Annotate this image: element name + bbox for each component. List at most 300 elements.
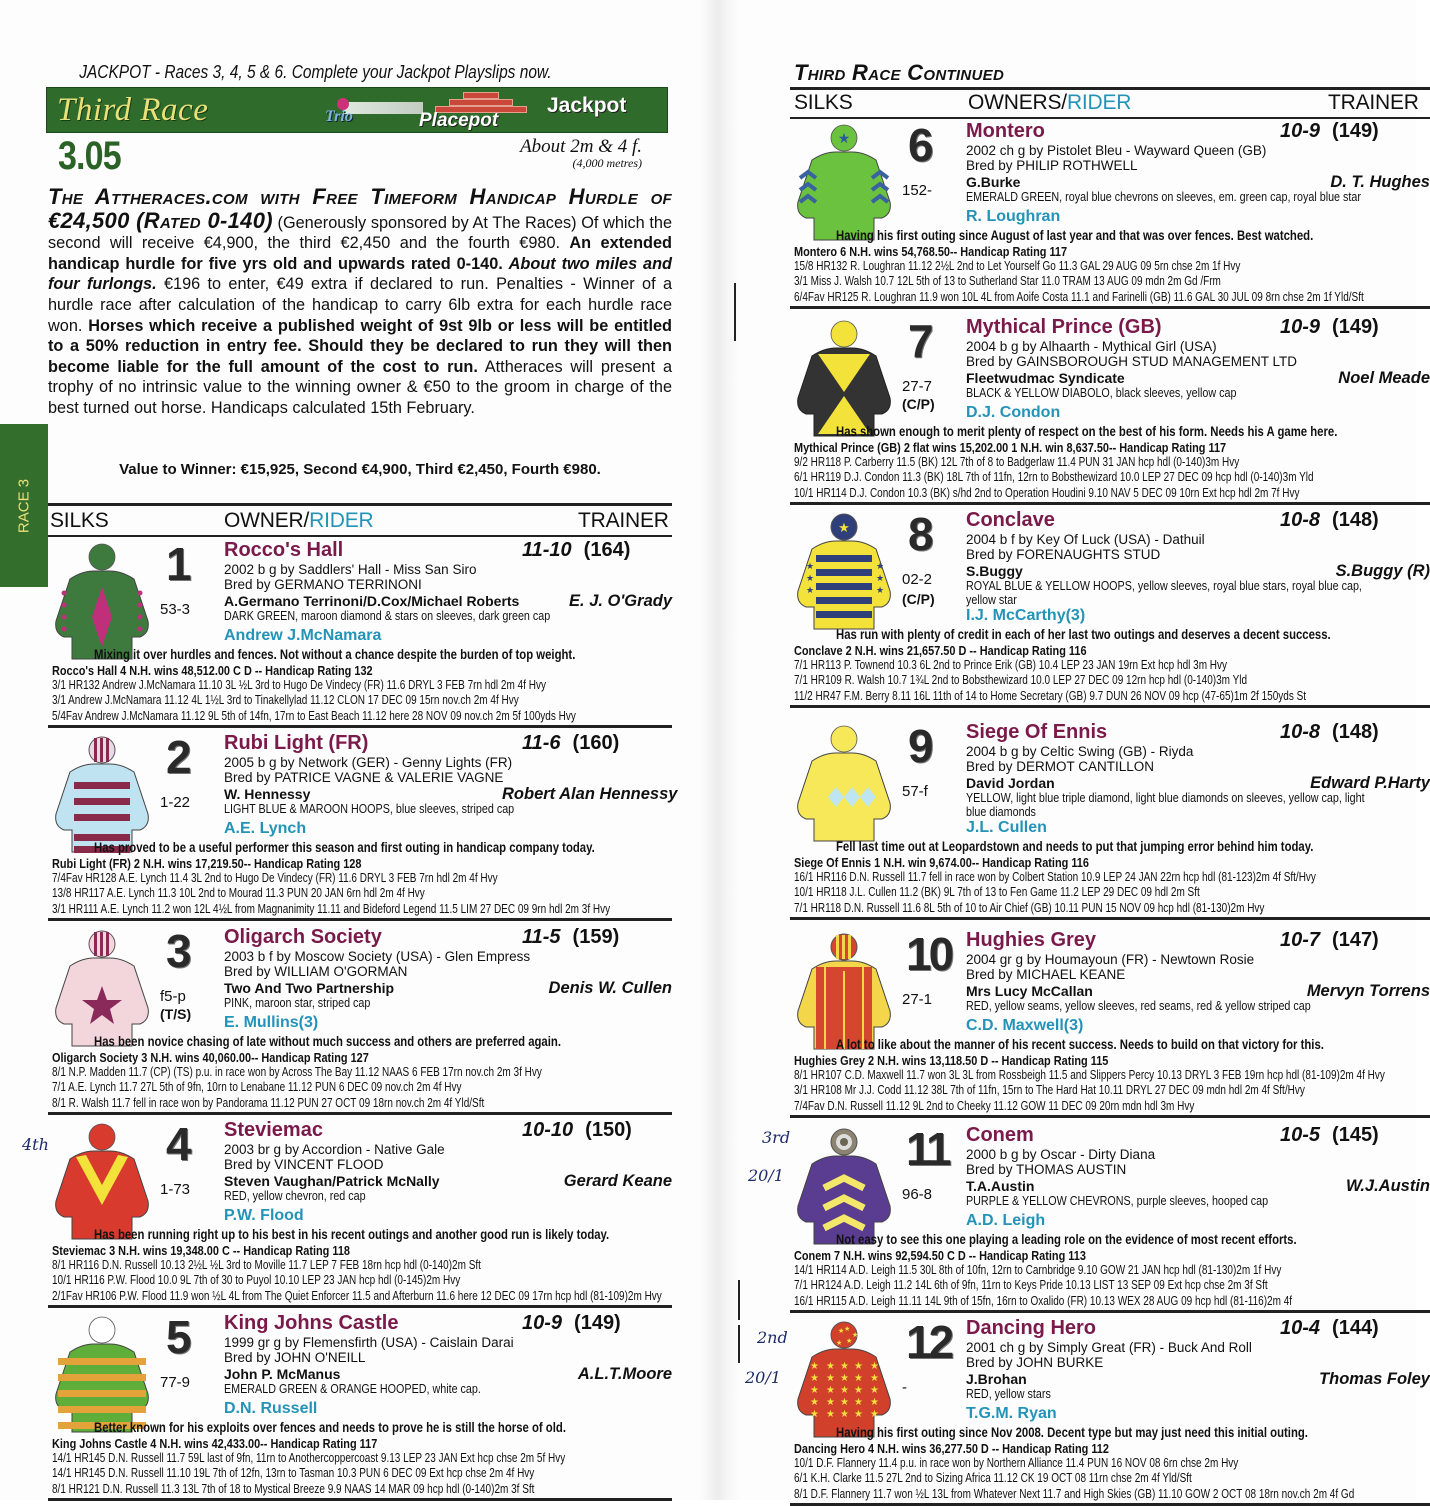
- divider: [790, 502, 1430, 505]
- career-summary: Siege Of Ennis 1 N.H. win 9,674.00-- Handicap Rating 116: [794, 855, 1089, 870]
- career-summary: Montero 6 N.H. wins 54,768.50-- Handicap Rating 117: [794, 244, 1068, 259]
- form-line: 7/1 HR113 P. Townend 10.3 6L 2nd to Prince Erik (GB) 10.4 LEP 23 JAN 19rn Ext hcp hdl 3m Hvy: [794, 658, 1228, 672]
- recent-form: f5-p: [160, 988, 186, 1005]
- horse-name: Montero: [966, 120, 1045, 142]
- tipster-comment: Having his first outing since August of last year and that was over fences. Best watched.: [836, 228, 1314, 243]
- right-page: [740, 0, 1430, 1501]
- pen-mark: [738, 1280, 740, 1320]
- recent-form: 27-1: [902, 991, 933, 1008]
- trainer: E. J. O'Grady: [569, 592, 672, 610]
- jockey-name: Andrew J.McNamara: [224, 627, 382, 644]
- horse-name: Conclave: [966, 509, 1055, 531]
- horse-name: Rocco's Hall: [224, 539, 344, 561]
- silk-colours-description: EMERALD GREEN & ORANGE HOOPED, white cap.: [224, 1382, 481, 1396]
- weight-rating: [522, 1312, 621, 1335]
- runner-number: 8: [908, 508, 934, 560]
- recent-form: 152-: [902, 182, 933, 199]
- weight: 10-4: [1280, 1317, 1321, 1339]
- form-line: 8/1 HR107 C.D. Maxwell 11.7 won 3L 3L from Rossbeigh 11.5 and Slippers Percy 10.13 DRYL 3 FEB 19rn hcp hdl (81-109)2m 4f Hvy: [794, 1068, 1385, 1082]
- weight: 10-9: [522, 1312, 563, 1334]
- breeder: Bred by JOHN BURKE: [966, 1355, 1104, 1370]
- breeder: Bred by VINCENT FLOOD: [224, 1157, 384, 1172]
- equipment: (C/P): [902, 591, 935, 607]
- silk-colours-description: PURPLE & YELLOW CHEVRONS, purple sleeves, hooped cap: [966, 1194, 1269, 1208]
- form-line: 8/1 R. Walsh 11.7 fell in race won by Pandorama 11.12 PUN 27 OCT 09 18rn nov.ch 2m 4f Yld/Sft: [52, 1095, 485, 1110]
- form-line: 11/2 HR47 F.M. Berry 8.11 16L 11th of 14 to Home Secretary (GB) 9.7 DUN 26 NOV 09 hcp (47-65)1m 2f 150yds St: [794, 688, 1307, 703]
- equipment: (C/P): [902, 396, 935, 412]
- race-distance: [520, 136, 642, 171]
- official-rating: (159): [572, 926, 620, 948]
- tipster-comment: Having his first outing since Nov 2008. Decent type but may just need this initial outing.: [836, 1425, 1308, 1440]
- runner-number: 11: [906, 1123, 949, 1175]
- divider: [790, 87, 1430, 90]
- recent-form: -: [902, 1379, 907, 1396]
- silk-colours-description: PINK, maroon star, striped cap: [224, 996, 371, 1010]
- official-rating: (150): [585, 1119, 632, 1141]
- svg-text:★: ★: [806, 573, 815, 583]
- form-line: 7/1 HR118 D.N. Russell 11.6 8L 5th of 10 to Air Chief (GB) 10.11 PUN 15 NOV 09 hcp hdl (81-130)2m Hvy: [794, 900, 1265, 915]
- form-line: 7/4Fav HR128 A.E. Lynch 11.4 3L 2nd to Hugo De Vindecy (FR) 11.6 DRYL 3 FEB 7rn hdl 2m 4f Hvy: [52, 871, 498, 885]
- pedigree: 2004 b g by Celtic Swing (GB) - Riyda: [966, 744, 1194, 759]
- weight-rating: [522, 926, 619, 949]
- silk-red-yellow-chevron-icon: [52, 1121, 152, 1241]
- silk-purple-yellow-chevrons-icon: [794, 1126, 894, 1246]
- page-gutter: [700, 0, 740, 1500]
- breeder: Bred by GAINSBOROUGH STUD MANAGEMENT LTD: [966, 354, 1298, 369]
- tipster-comment: Has shown enough to merit plenty of respect on the best of his form. Needs his A game here.: [836, 424, 1338, 439]
- tipster-comment: Has proved to be a useful performer this season and first outing in handicap company today.: [94, 840, 595, 855]
- form-line: 15/8 HR132 R. Loughran 11.12 2½L 2nd to Let Yourself Go 11.3 GAL 29 AUG 09 5rn chse 2m 1f Hvy: [794, 259, 1241, 273]
- silk-colours-description: BLACK & YELLOW DIABOLO, black sleeves, yellow cap: [966, 386, 1237, 400]
- jackpot-notice: JACKPOT - Races 3, 4, 5 & 6. Complete your Jackpot Playslips now.: [79, 62, 552, 82]
- handwritten-note-4th: 4th: [22, 1135, 49, 1154]
- tipster-comment: Has been novice chasing of late without much success and others are preferred again.: [94, 1034, 561, 1049]
- owner: Two And Two Partnership: [224, 980, 395, 996]
- weight-rating: [1280, 120, 1379, 143]
- silk-yellow-light-blue-diamond-icon: [794, 723, 894, 843]
- jockey-name: A.D. Leigh: [966, 1212, 1046, 1229]
- horse-name: Conem: [966, 1124, 1034, 1146]
- horse-name: King Johns Castle: [224, 1312, 399, 1334]
- weight: 10-5: [1280, 1124, 1321, 1146]
- weight: 10-7: [1280, 929, 1321, 951]
- handwritten-note-odds-11: 20/1: [748, 1166, 784, 1185]
- svg-text:★: ★: [838, 520, 850, 535]
- silk-colours-description: RED, yellow stars: [966, 1387, 1051, 1401]
- svg-text:★: ★: [870, 1361, 879, 1372]
- recent-runs: [794, 1068, 1385, 1114]
- pedigree: 2004 b f by Key Of Luck (USA) - Dathuil: [966, 532, 1205, 547]
- official-rating: (144): [1332, 1317, 1379, 1339]
- recent-form: 96-8: [902, 1186, 933, 1203]
- career-summary: Hughies Grey 2 N.H. wins 13,118.50 D -- Handicap Rating 115: [794, 1053, 1109, 1068]
- svg-text:★: ★: [854, 1397, 863, 1408]
- svg-text:★: ★: [854, 1409, 863, 1420]
- career-summary: Mythical Prince (GB) 2 flat wins 15,202.00 1 N.H. win 8,637.50-- Handicap Rating 117: [794, 440, 1227, 455]
- jockey-name: I.J. McCarthy(3): [966, 607, 1086, 624]
- column-trainer: TRAINER: [578, 509, 669, 532]
- breeder: Bred by FORENAUGHTS STUD: [966, 547, 1161, 562]
- race-banner: [46, 87, 668, 133]
- race-banner-title: Third Race: [57, 92, 209, 128]
- jockey-name: E. Mullins(3): [224, 1014, 319, 1031]
- column-silks: SILKS: [794, 91, 853, 114]
- prize-values: Value to Winner: €15,925, Second €4,900, Third €2,450, Fourth €980.: [119, 461, 601, 478]
- official-rating: (149): [1332, 120, 1379, 142]
- breeder: Bred by WILLIAM O'GORMAN: [224, 964, 408, 979]
- form-line: 13/8 HR117 A.E. Lynch 11.3 10L 2nd to Mourad 11.3 PUN 20 JAN 6rn hdl 2m 4f Hvy: [52, 886, 425, 901]
- divider: [48, 918, 672, 921]
- owner: S.Buggy: [966, 563, 1023, 579]
- silk-light-blue-maroon-hoops-icon: [52, 734, 152, 854]
- svg-text:★: ★: [876, 573, 885, 583]
- career-summary: Conclave 2 N.H. wins 21,657.50 D -- Handicap Rating 116: [794, 643, 1087, 658]
- breeder: Bred by JOHN O'NEILL: [224, 1350, 366, 1365]
- form-line: 10/1 HR114 D.J. Condon 10.3 (BK) s/hd 2nd to Operation Houdini 9.10 NAV 5 DEC 09 10rn Ext hcp hdl 2m 7f Hvy: [794, 485, 1300, 500]
- silk-colours-description: RED, yellow chevron, red cap: [224, 1189, 366, 1203]
- weight-rating: [1280, 316, 1379, 339]
- jockey-name: D.N. Russell: [224, 1400, 318, 1417]
- trainer: Thomas Foley: [1319, 1370, 1430, 1388]
- race-side-tab: RACE 3: [0, 424, 48, 587]
- recent-runs: [794, 658, 1306, 704]
- svg-text:★: ★: [852, 1332, 859, 1339]
- svg-text:★: ★: [870, 1373, 879, 1384]
- owner: John P. McManus: [224, 1366, 341, 1382]
- form-line: 3/1 HR111 A.E. Lynch 11.2 won 12L 4½L from Magnanimity 11.11 and Bideford Legend 11.5 LIM 27 DEC 09 9rn hdl 2m 3f Hvy: [52, 901, 611, 916]
- owner: Mrs Lucy McCallan: [966, 983, 1093, 999]
- form-line: 6/4Fav HR125 R. Loughran 11.9 won 10L 4L from Aoife Costa 11.1 and Farinelli (GB) 11.6 GAL 30 JUL 09 8rn chse 2m 1f Yld/Sft: [794, 289, 1364, 304]
- jockey-name: J.L. Cullen: [966, 819, 1047, 836]
- silk-red-yellow-stars-icon: [794, 1319, 894, 1439]
- jockey-name: P.W. Flood: [224, 1207, 304, 1224]
- divider: [48, 1498, 672, 1501]
- form-line: 10/1 D.F. Flannery 11.4 p.u. in race won by Northern Alliance 11.4 PUN 16 NOV 08 6rn chse 2m Hvy: [794, 1456, 1239, 1470]
- divider: [48, 503, 672, 506]
- horse-name: Mythical Prince (GB): [966, 316, 1162, 338]
- weight: 10-9: [1280, 316, 1321, 338]
- trainer: S.Buggy (R): [1335, 562, 1430, 580]
- column-silks: SILKS: [50, 509, 109, 532]
- weight: 10-8: [1280, 509, 1321, 531]
- silk-green-blue-chevron-sleeves-icon: [794, 122, 894, 242]
- silk-dark-green-maroon-diamond-icon: [52, 541, 152, 661]
- distance-metric: (4,000 metres): [572, 156, 642, 170]
- trainer: D. T. Hughes: [1330, 173, 1430, 191]
- runner-number: 7: [908, 315, 934, 367]
- horse-name: Rubi Light (FR): [224, 732, 369, 754]
- form-line: 2/1Fav HR106 P.W. Flood 11.9 won ½L 4L from The Quiet Enforcer 11.5 and Afterburn 11.6 here 12 DEC 09 17rn hcp hdl (81-109)2m Hvy: [52, 1288, 662, 1303]
- silk-royal-blue-yellow-hoops-icon: [794, 511, 894, 631]
- trainer: W.J.Austin: [1345, 1177, 1430, 1195]
- career-summary: King Johns Castle 4 N.H. wins 42,433.00-- Handicap Rating 117: [52, 1436, 378, 1451]
- recent-runs: [52, 871, 610, 917]
- silk-colours-description: EMERALD GREEN, royal blue chevrons on sleeves, em. green cap, royal blue star: [966, 190, 1361, 204]
- pedigree: 2003 b f by Moscow Society (USA) - Glen Empress: [224, 949, 531, 964]
- form-line: 3/1 HR132 Andrew J.McNamara 11.10 3L ½L 3rd to Hugo De Vindecy (FR) 11.6 DRYL 3 FEB 7rn hdl 2m 4f Hvy: [52, 678, 546, 692]
- career-summary: Dancing Hero 4 N.H. wins 36,277.50 D -- Handicap Rating 112: [794, 1441, 1109, 1456]
- svg-text:★: ★: [876, 561, 885, 571]
- form-line: 6/1 HR119 D.J. Condon 11.3 (BK) 18L 7th of 11fn, 12rn to Bobsthewizard 10.0 LEP 27 DEC 09 hcp hdl (0-140)3m Yld: [794, 470, 1314, 485]
- svg-text:★: ★: [840, 1361, 849, 1372]
- trainer: Noel Meade: [1338, 369, 1430, 387]
- trainer: Mervyn Torrens: [1306, 982, 1430, 1000]
- tipster-comment: Has been running right up to his best in his recent outings and another good run is likely today.: [94, 1227, 610, 1242]
- recent-runs: [794, 455, 1314, 501]
- recent-form: 1-22: [160, 794, 191, 811]
- silk-pink-maroon-star-icon: [52, 928, 152, 1048]
- breeder: Bred by PHILIP ROTHWELL: [966, 158, 1138, 173]
- form-line: 6/1 K.H. Clarke 11.5 27L 2nd to Sizing Africa 11.12 CK 19 OCT 08 11rn chse 2m 4f Yld/Sft: [794, 1471, 1192, 1486]
- jockey-name: T.G.M. Ryan: [966, 1405, 1057, 1422]
- recent-form: 1-73: [160, 1181, 191, 1198]
- divider: [790, 917, 1430, 920]
- weight-rating: [522, 732, 619, 755]
- divider: [790, 1115, 1430, 1118]
- silk-colours-description: DARK GREEN, maroon diamond & stars on sleeves, dark green cap: [224, 609, 551, 623]
- official-rating: (164): [583, 539, 631, 561]
- placepot-logo-icon: Placepot: [417, 90, 545, 132]
- recent-runs: [52, 678, 576, 724]
- divider: [48, 725, 672, 728]
- trainer: A.L.T.Moore: [577, 1365, 672, 1383]
- silk-black-yellow-diabolo-icon: [794, 318, 894, 438]
- tipster-comment: Better known for his exploits over fences and needs to prove he is still the horse of old.: [94, 1420, 566, 1435]
- career-summary: Rubi Light (FR) 2 N.H. wins 17,219.50-- Handicap Rating 128: [52, 856, 362, 871]
- svg-text:★: ★: [870, 1409, 879, 1420]
- official-rating: (148): [1332, 509, 1379, 531]
- svg-text:★: ★: [826, 1385, 835, 1396]
- svg-text:★: ★: [876, 585, 885, 595]
- tipster-comment: Mixing it over hurdles and fences. Not without a chance despite the burden of top weight.: [94, 647, 576, 662]
- distance-imperial: About 2m & 4 f.: [520, 136, 642, 157]
- silk-colours-description: ROYAL BLUE & YELLOW HOOPS, yellow sleeves, royal blue stars, royal blue cap, yellow star: [966, 579, 1362, 607]
- trio-logo-icon: Trio: [323, 98, 443, 124]
- handwritten-note-3rd: 3rd: [762, 1128, 791, 1147]
- form-line: 14/1 HR145 D.N. Russell 11.7 59L last of 9fn, 11rn to Anothercoppercoast 9.13 LEP 23 JAN Ext hcp chse 2m 5f Hvy: [52, 1451, 566, 1465]
- recent-runs: [794, 1263, 1292, 1309]
- owner: A.Germano Terrinoni/D.Cox/Michael Roberts: [224, 593, 520, 609]
- race-time: 3.05: [58, 134, 121, 178]
- svg-text:★: ★: [854, 1385, 863, 1396]
- pedigree: 2001 ch g by Simply Great (FR) - Buck And Roll: [966, 1340, 1252, 1355]
- runner-number: 12: [906, 1316, 952, 1368]
- race-conditions: The Attheraces.com with Free Timeform Handicap Hurdle of €24,500 (Rated 0-140) (Generously sponsored by At The Races) Of which the second will receive €4,900, the third €2,450 and the fourth €980. An extended handicap hurdle for five yrs old and upwards rated 0-140. About two miles and four furlongs. €196 to enter, €49 extra if declared to run. Penalties - Winner of a hurdle race after calculation of the handicap to carry 6lb extra for each hurdle race won. Horses which receive a published weight of 9st 9lb or less will be entitled to a 50% reduction in entry fee. Should they be declared to run they will then become liable for the full amount of the cost to run. Attheraces will present a trophy of no intrinsic value to the winning owner & €50 to the groom in charge of the best turned out horse. Handicaps calculated 15th February.: [48, 184, 672, 417]
- svg-text:★: ★: [826, 1373, 835, 1384]
- handwritten-note-2nd: 2nd: [757, 1328, 788, 1347]
- owner: Fleetwudmac Syndicate: [966, 370, 1125, 386]
- svg-text:★: ★: [810, 1409, 819, 1420]
- weight-rating: [1280, 1124, 1379, 1147]
- svg-text:★: ★: [810, 1397, 819, 1408]
- recent-runs: [794, 1456, 1354, 1502]
- official-rating: (145): [1332, 1124, 1379, 1146]
- horse-name: Oligarch Society: [224, 926, 382, 948]
- svg-text:★: ★: [837, 130, 851, 146]
- breeder: Bred by THOMAS AUSTIN: [966, 1162, 1127, 1177]
- form-line: 14/1 HR145 D.N. Russell 11.10 19L 7th of 12fn, 13rn to Tasman 10.3 PUN 6 DEC 09 Ext hcp chse 2m 4f Hvy: [52, 1466, 535, 1481]
- recent-runs: [794, 259, 1364, 305]
- jockey-name: C.D. Maxwell(3): [966, 1017, 1084, 1034]
- recent-form: 57-f: [902, 783, 928, 800]
- handwritten-note-odds-12: 20/1: [745, 1368, 781, 1387]
- svg-text:★: ★: [854, 1373, 863, 1384]
- silk-green-orange-hoops-icon: [52, 1314, 152, 1434]
- career-summary: Conem 7 N.H. wins 92,594.50 C D -- Handicap Rating 113: [794, 1248, 1086, 1263]
- silk-red-yellow-seams-icon: [794, 931, 894, 1051]
- recent-runs: [52, 1065, 542, 1111]
- breeder: Bred by MICHAEL KEANE: [966, 967, 1126, 982]
- weight: 10-10: [522, 1119, 574, 1141]
- silk-colours-description: LIGHT BLUE & MAROON HOOPS, blue sleeves, striped cap: [224, 802, 515, 816]
- recent-form: 27-7: [902, 378, 933, 395]
- column-trainer: TRAINER: [1328, 91, 1419, 114]
- column-owner-rider: OWNER/RIDER: [224, 509, 374, 532]
- svg-text:★: ★: [870, 1397, 879, 1408]
- recent-runs: [52, 1451, 565, 1497]
- divider: [48, 535, 672, 537]
- form-line: 8/1 HR121 D.N. Russell 11.3 13L 7th of 18 to Mystical Breeze 9.9 NAAS 14 MAR 09 hcp hdl (0-140)2m 3f Sft: [52, 1481, 535, 1496]
- official-rating: (149): [1332, 316, 1379, 338]
- trainer: Robert Alan Hennessy: [502, 785, 678, 803]
- pedigree: 2005 b g by Network (GER) - Genny Lights (FR): [224, 755, 513, 770]
- silk-colours-description: YELLOW, light blue triple diamond, light blue diamonds on sleeves, yellow cap, light blue diamonds: [966, 791, 1365, 819]
- pedigree: 1999 gr g by Flemensfirth (USA) - Caislain Darai: [224, 1335, 514, 1350]
- jackpot-logo-icon: Jackpot: [547, 94, 627, 117]
- runner-number: 10: [906, 928, 952, 980]
- official-rating: (149): [574, 1312, 621, 1334]
- tipster-comment: Has run with plenty of credit in each of her last two outings and deserves a decent success.: [836, 627, 1331, 642]
- form-line: 16/1 HR116 D.N. Russell 11.7 fell in race won by Colbert Station 10.9 LEP 24 JAN 22rn hcp hdl (81-123)2m 4f Sft/Hvy: [794, 870, 1316, 884]
- owner: G.Burke: [966, 174, 1021, 190]
- pedigree: 2004 b g by Alhaarth - Mythical Girl (USA): [966, 339, 1217, 354]
- svg-text:★: ★: [806, 585, 815, 595]
- left-page: [0, 0, 700, 1500]
- form-line: 3/1 Andrew J.McNamara 11.12 4L 1½L 3rd to Tinakellylad 11.12 CLON 17 DEC 09 15rn nov.ch 2m 4f Hvy: [52, 693, 519, 708]
- continued-title: Third Race Continued: [794, 60, 1005, 85]
- breeder: Bred by DERMOT CANTILLON: [966, 759, 1155, 774]
- owner: David Jordan: [966, 775, 1055, 791]
- form-line: 7/4Fav D.N. Russell 11.12 9L 2nd to Cheeky 11.12 GOW 11 DEC 09 20rn mdn hdl 3m Hvy: [794, 1098, 1195, 1113]
- tipster-comment: A lot to like about the manner of his recent success. Needs to build on that victory for this.: [836, 1037, 1324, 1052]
- equipment: (T/S): [160, 1006, 192, 1022]
- official-rating: (160): [572, 732, 620, 754]
- recent-form: 02-2: [902, 571, 933, 588]
- trainer: Denis W. Cullen: [548, 979, 672, 997]
- breeder: Bred by GERMANO TERRINONI: [224, 577, 422, 592]
- runner-number: 9: [908, 720, 934, 772]
- owner: J.Brohan: [966, 1371, 1027, 1387]
- weight: 10-8: [1280, 721, 1321, 743]
- form-line: 7/1 HR109 R. Walsh 10.7 1¾L 2nd to Bobsthewizard 10.0 LEP 27 DEC 09 12rn hcp hdl (0-140)3m Yld: [794, 673, 1248, 688]
- tipster-comment: Fell last time out at Leopardstown and needs to put that jumping error behind him today.: [836, 839, 1314, 854]
- form-line: 9/2 HR118 P. Carberry 11.5 (BK) 12L 7th of 8 to Badgerlaw 11.4 PUN 31 JAN hcp hdl (0-140)3m Hvy: [794, 455, 1240, 469]
- weight-rating: [522, 539, 630, 562]
- divider: [48, 1305, 672, 1308]
- form-line: 8/1 HR116 D.N. Russell 10.13 2½L ½L 3rd to Moville 11.7 LEP 7 FEB 18rn hcp hdl (0-140)2m Sft: [52, 1258, 481, 1272]
- runner-number: 6: [908, 119, 934, 171]
- runner-number: 3: [166, 925, 192, 977]
- svg-text:★: ★: [826, 1409, 835, 1420]
- form-line: 3/1 Miss J. Walsh 10.7 12L 5th of 13 to Sutherland Star 11.0 TRAM 13 AUG 09 mdn 2m Gd /Frm: [794, 274, 1221, 289]
- runner-number: 2: [166, 731, 192, 783]
- weight: 11-6: [522, 732, 561, 754]
- svg-text:★: ★: [840, 1385, 849, 1396]
- career-summary: Oligarch Society 3 N.H. wins 40,060.00-- Handicap Rating 127: [52, 1050, 369, 1065]
- jockey-name: D.J. Condon: [966, 404, 1061, 421]
- horse-name: Hughies Grey: [966, 929, 1097, 951]
- breeder: Bred by PATRICE VAGNE & VALERIE VAGNE: [224, 770, 504, 785]
- runner-number: 1: [166, 538, 192, 590]
- horse-name: Dancing Hero: [966, 1317, 1097, 1339]
- owner: W. Hennessy: [224, 786, 311, 802]
- recent-form: 53-3: [160, 601, 191, 618]
- owner: T.A.Austin: [966, 1178, 1035, 1194]
- career-summary: Steviemac 3 N.H. wins 19,348.00 C -- Handicap Rating 118: [52, 1243, 351, 1258]
- horse-name: Siege Of Ennis: [966, 721, 1108, 743]
- weight-rating: [1280, 1317, 1379, 1340]
- form-line: 10/1 HR116 P.W. Flood 10.0 9L 7th of 30 to Puyol 10.10 LEP 23 JAN hcp hdl (0-145)2m Hvy: [52, 1273, 461, 1288]
- divider: [790, 117, 1430, 119]
- weight: 11-5: [522, 926, 561, 948]
- pedigree: 2002 ch g by Pistolet Bleu - Wayward Queen (GB): [966, 143, 1267, 158]
- recent-runs: [794, 870, 1316, 916]
- svg-text:★: ★: [840, 1409, 849, 1420]
- form-line: 5/4Fav Andrew J.McNamara 11.12 9L 5th of 14fn, 17rn to East Beach 11.12 here 28 NOV 09 nov.ch 2m 5f 100yds Hvy: [52, 708, 576, 723]
- race-title: The Attheraces.com with Free Timeform Handicap Hurdle of €24,500 (Rated 0-140): [48, 184, 672, 233]
- svg-text:★: ★: [870, 1385, 879, 1396]
- svg-text:★: ★: [840, 1373, 849, 1384]
- recent-form: 77-9: [160, 1374, 191, 1391]
- weight: 11-10: [522, 539, 572, 561]
- horse-name: Steviemac: [224, 1119, 323, 1141]
- pedigree: 2004 gr g by Houmayoun (FR) - Newtown Rosie: [966, 952, 1255, 967]
- divider: [790, 705, 1430, 708]
- weight-rating: [1280, 509, 1379, 532]
- svg-text:★: ★: [846, 1338, 853, 1345]
- form-line: 3/1 HR108 Mr J.J. Codd 11.12 38L 7th of 11fn, 15rn to The Hard Hat 10.11 DRYL 27 DEC 09 mdn hdl 2m 4f Sft/Hvy: [794, 1083, 1305, 1098]
- career-summary: Rocco's Hall 4 N.H. wins 48,512.00 C D -- Handicap Rating 132: [52, 663, 373, 678]
- jockey-name: A.E. Lynch: [224, 820, 307, 837]
- svg-text:★: ★: [854, 1361, 863, 1372]
- svg-text:★: ★: [810, 1361, 819, 1372]
- official-rating: (148): [1332, 721, 1379, 743]
- pen-mark: [734, 283, 736, 341]
- official-rating: (147): [1332, 929, 1379, 951]
- form-line: 8/1 D.F. Flannery 11.7 won ½L 13L from Whatever Next 11.7 and High Skies (GB) 11.10 GOW 2 OCT 08 18rn nov.ch 2m 4f Gd: [794, 1486, 1355, 1501]
- divider: [790, 306, 1430, 309]
- svg-text:★: ★: [836, 1340, 843, 1347]
- svg-text:★: ★: [840, 1397, 849, 1408]
- column-owner-rider: OWNERS/RIDER: [968, 91, 1132, 114]
- weight-rating: [1280, 721, 1379, 744]
- weight-rating: [1280, 929, 1379, 952]
- trainer: Gerard Keane: [563, 1172, 672, 1190]
- form-line: 10/1 HR118 J.L. Cullen 11.2 (BK) 9L 7th of 13 to Fen Game 11.2 LEP 29 DEC 09 hdl 2m Sft: [794, 885, 1200, 900]
- svg-text:★: ★: [844, 1326, 851, 1333]
- form-line: 7/1 HR124 A.D. Leigh 11.2 14L 6th of 9fn, 11rn to Keys Pride 10.13 LIST 13 SEP 09 Ext hcp chse 2m 3f Sft: [794, 1278, 1268, 1293]
- weight: 10-9: [1280, 120, 1321, 142]
- form-line: 7/1 A.E. Lynch 11.7 27L 5th of 9fn, 10rn to Lenabane 11.12 PUN 6 DEC 09 nov.ch 2m 4f Hvy: [52, 1080, 462, 1095]
- divider: [790, 1310, 1430, 1313]
- owner: Steven Vaughan/Patrick McNally: [224, 1173, 440, 1189]
- pedigree: 2000 b g by Oscar - Dirty Diana: [966, 1147, 1156, 1162]
- runner-number: 4: [166, 1118, 192, 1170]
- pedigree: 2002 b g by Saddlers' Hall - Miss San Siro: [224, 562, 477, 577]
- trainer: Edward P.Harty: [1310, 774, 1430, 792]
- pedigree: 2003 br g by Accordion - Native Gale: [224, 1142, 445, 1157]
- form-line: 8/1 N.P. Madden 11.7 (CP) (TS) p.u. in race won by Across The Bay 11.12 NAAS 6 FEB 17rn nov.ch 2m 3f Hvy: [52, 1065, 542, 1079]
